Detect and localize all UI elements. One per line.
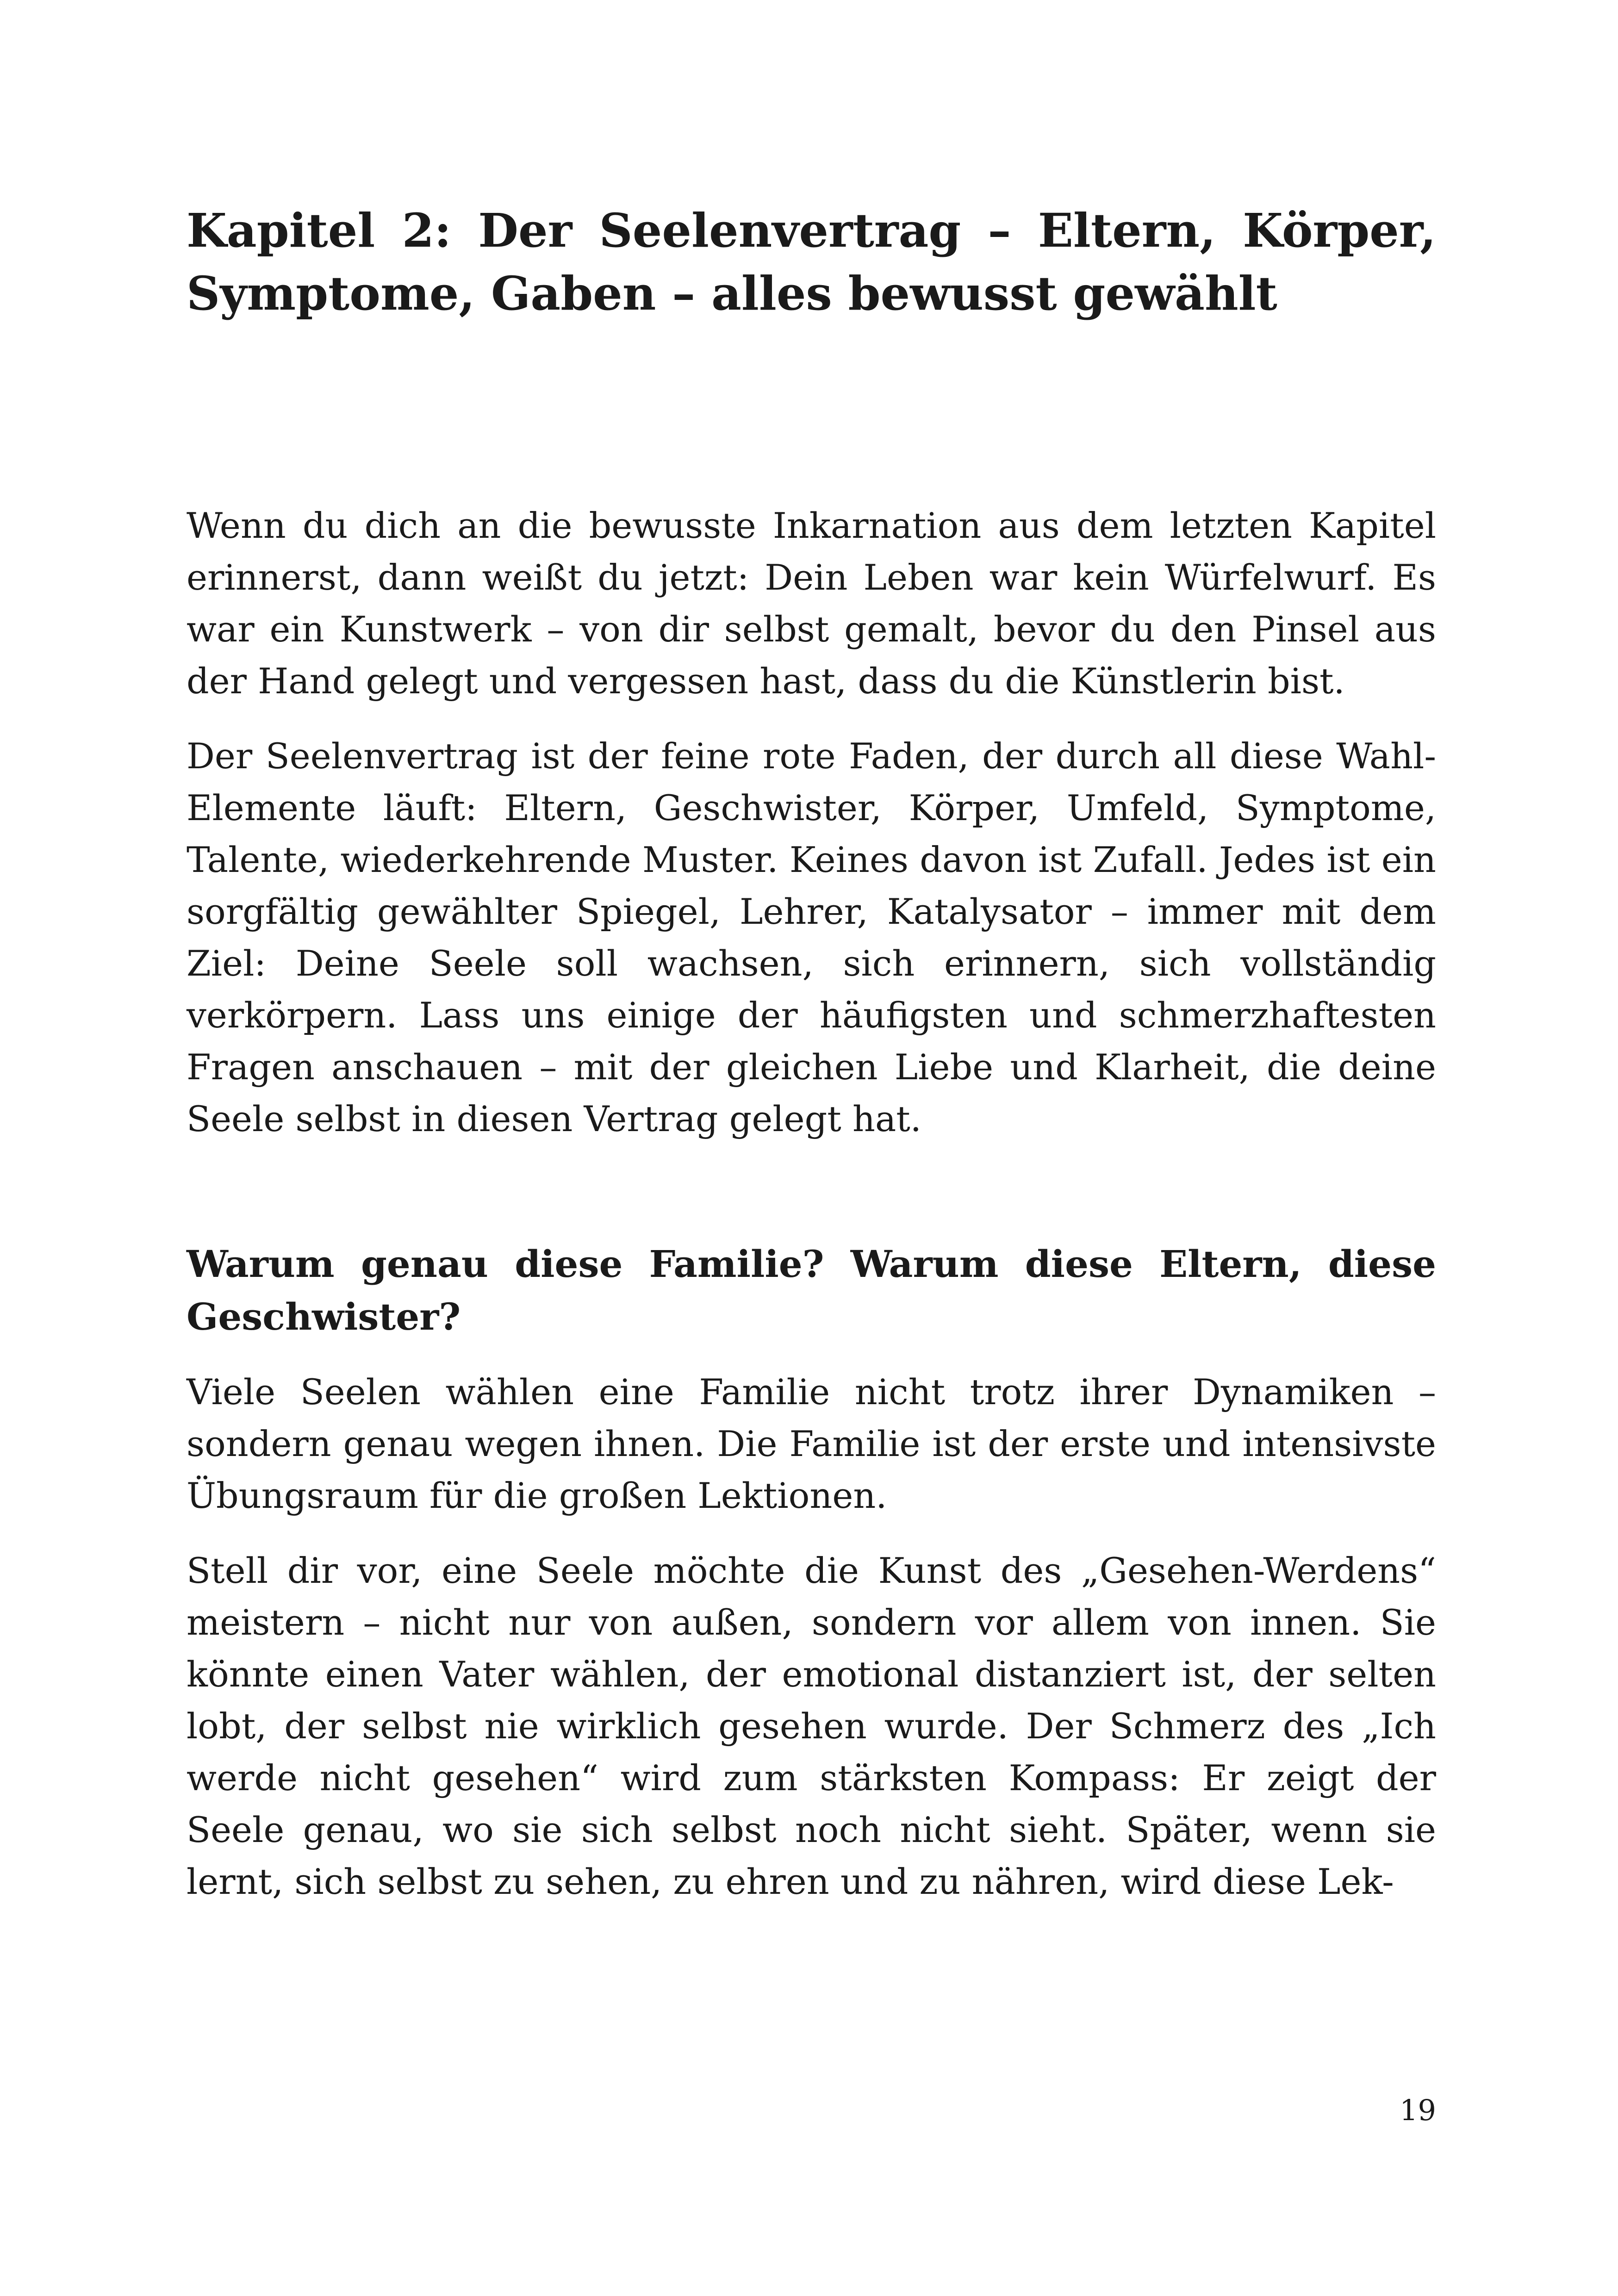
intro-paragraph-2: Der Seelenvertrag ist der feine rote Faden, der durch all diese Wahl-Elemente läuft: Eltern, Geschwister, Körper, Umfeld, Symptome, Talente, wiederkehrende Muster. Keines davon ist Zufall. Jedes ist ein sorgfältig gewählter Spiegel, Lehrer, Katalysator – immer mit dem Ziel: Deine Seele soll wachsen, sich erinnern, sich vollständig verkörpern. Lass uns einige der häufigsten und schmerzhaftesten Fragen anschauen – mit der gleichen Liebe und Klarheit, die deine Seele selbst in diesen Vertrag gelegt hat. [187, 735, 1436, 1139]
page-number: 19 [1400, 2093, 1436, 2127]
chapter-title: Kapitel 2: Der Seelenvertrag – Eltern, Körper, Symptome, Gaben – alles bewusst gewählt [187, 203, 1436, 321]
section-paragraph-2: Stell dir vor, eine Seele möchte die Kunst des „Gesehen-Werdens“ meistern – nicht nur von außen, sondern vor allem von innen. Sie könnte einen Vater wählen, der emotional distanziert ist, der selten lobt, der selbst nie wirklich gesehen wurde. Der Schmerz des „Ich werde nicht gesehen“ wird zum stärksten Kompass: Er zeigt der Seele genau, wo sie sich selbst noch nicht sieht. Später, wenn sie lernt, sich selbst zu sehen, zu ehren und zu nähren, wird diese Lek- [187, 1550, 1436, 1902]
section-heading: Warum genau diese Familie? Warum diese Eltern, diese Geschwister? [187, 1242, 1436, 1338]
intro-paragraph-1: Wenn du dich an die bewusste Inkarnation aus dem letzten Kapitel erinnerst, dann weißt du jetzt: Dein Leben war kein Würfelwurf. Es war ein Kunstwerk – von dir selbst gemalt, bevor du den Pinsel aus der Hand gelegt und vergessen hast, dass du die Künstlerin bist. [187, 505, 1436, 702]
section-paragraph-1: Viele Seelen wählen eine Familie nicht trotz ihrer Dynamiken – sondern genau wegen ihnen. Die Familie ist der erste und intensivste Übungsraum für die großen Lektionen. [187, 1371, 1436, 1516]
body-text [187, 500, 1436, 1931]
book-page [187, 0, 1436, 2296]
